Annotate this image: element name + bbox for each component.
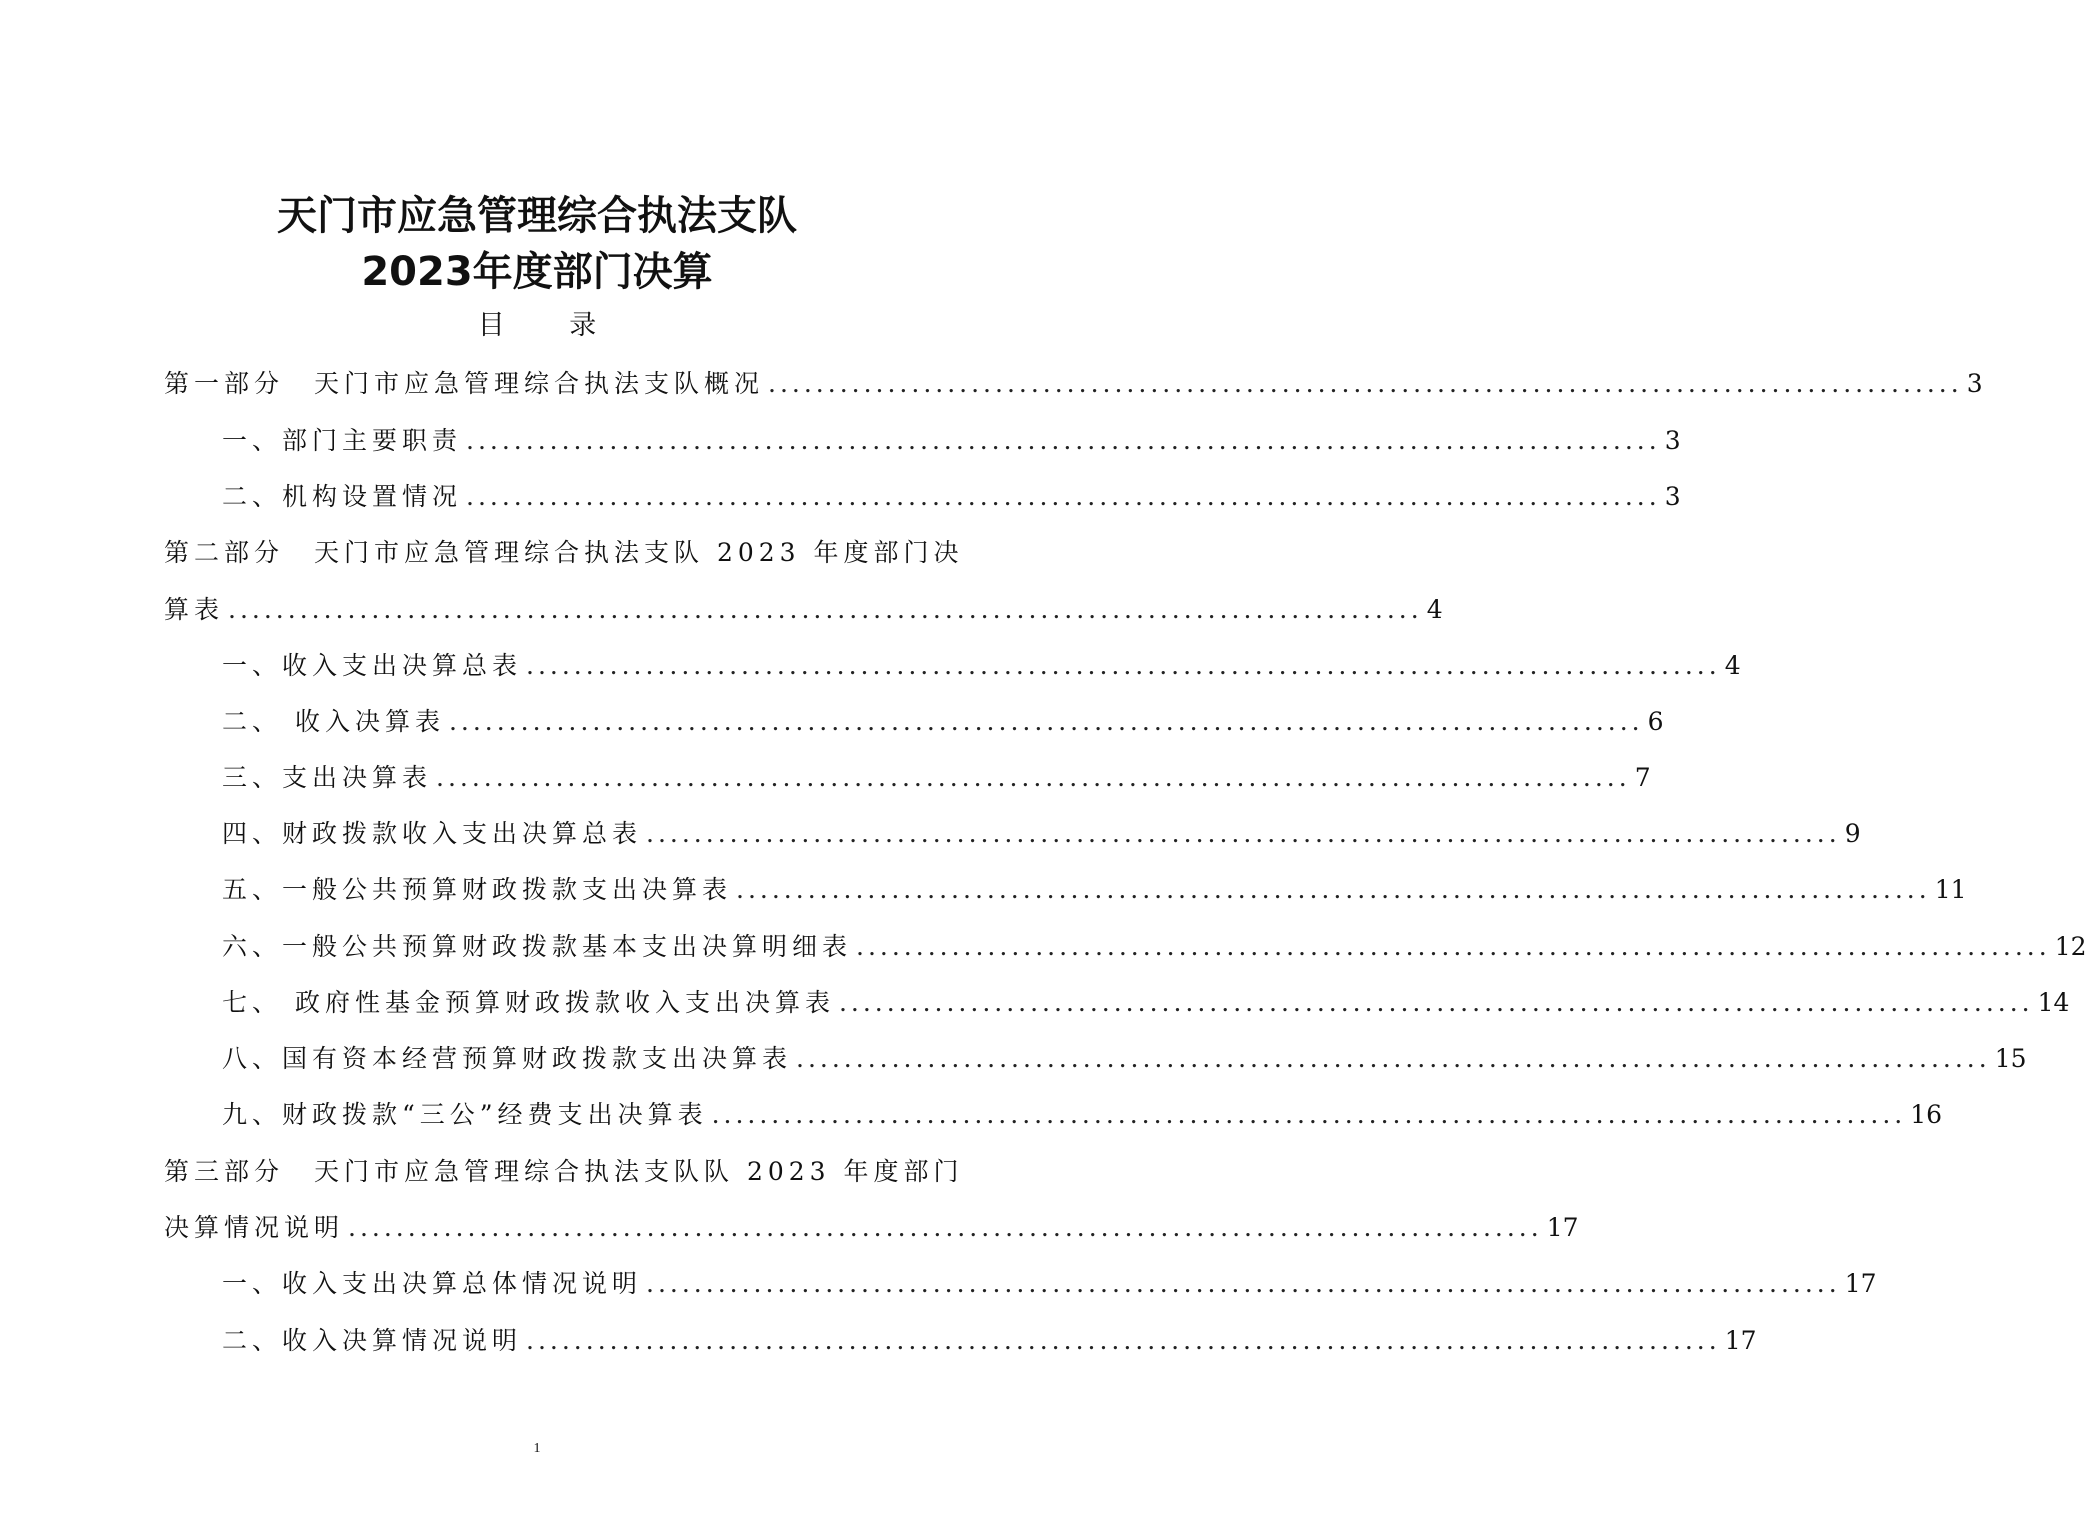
toc-entry-label: 第一部分 天门市应急管理综合执法支队概况 (164, 369, 765, 398)
document-subtitle: 2023年度部门决算 (361, 249, 713, 295)
toc-entry-label: 五、一般公共预算财政拨款支出决算表 (222, 875, 733, 904)
toc-entry[interactable] (222, 1039, 2027, 1079)
toc-entry-label: 一、部门主要职责 (222, 426, 463, 455)
dot-leader: .................................................................................................... (711, 1100, 1907, 1129)
dot-leader: .................................................................................................... (856, 932, 2051, 961)
dot-leader: .................................................................................................... (466, 426, 1661, 455)
toc-part-2-line1[interactable]: 第二部分 天门市应急管理综合执法支队 2023 年度部门决 (164, 538, 964, 567)
toc-page-number: 17 (1724, 1326, 1757, 1355)
dot-leader: .................................................................................................... (348, 1213, 1543, 1242)
toc-entry[interactable] (222, 927, 2087, 967)
toc-entry[interactable] (222, 758, 1651, 798)
toc-page-number: 14 (2037, 988, 2070, 1017)
page-footer-number: 1 (533, 1441, 541, 1456)
toc-entry-label: 二、 收入决算表 (222, 707, 445, 736)
dot-leader: .................................................................................................... (526, 651, 1721, 680)
dot-leader: .................................................................................................... (466, 482, 1661, 511)
toc-entry[interactable] (222, 870, 1967, 910)
toc-page-number: 12 (2054, 932, 2087, 961)
toc-part-3-line1[interactable]: 第三部分 天门市应急管理综合执法支队队 2023 年度部门 (164, 1157, 964, 1186)
toc-entry[interactable] (222, 477, 1681, 517)
toc-page-number: 16 (1910, 1100, 1943, 1129)
toc-part-2[interactable] (164, 590, 1443, 630)
toc-entry-label: 一、收入支出决算总表 (222, 651, 523, 680)
toc-page-number: 17 (1546, 1213, 1579, 1242)
toc-entry[interactable] (222, 1095, 1943, 1135)
toc-entry-label: 二、收入决算情况说明 (222, 1326, 523, 1355)
toc-entry[interactable] (222, 1321, 1757, 1361)
toc-entry-label: 算表 (164, 595, 225, 624)
toc-entry-label: 一、收入支出决算总体情况说明 (222, 1269, 643, 1298)
toc-page-number: 15 (1994, 1044, 2027, 1073)
toc-page-number: 11 (1934, 875, 1967, 904)
toc-entry-label: 六、一般公共预算财政拨款基本支出决算明细表 (222, 932, 853, 961)
dot-leader: .................................................................................................... (736, 875, 1931, 904)
toc-entry[interactable] (222, 421, 1681, 461)
toc-entry-label: 三、支出决算表 (222, 763, 433, 792)
toc-page-number: 4 (1724, 651, 1741, 680)
toc-page-number: 3 (1966, 369, 1983, 398)
toc-entry-label: 八、国有资本经营预算财政拨款支出决算表 (222, 1044, 793, 1073)
toc-entry[interactable] (222, 814, 1861, 854)
dot-leader: .................................................................................................... (436, 763, 1631, 792)
toc-page-number: 17 (1844, 1269, 1877, 1298)
toc-entry-label: 二、机构设置情况 (222, 482, 463, 511)
toc-page-number: 3 (1664, 426, 1681, 455)
toc-entry-label: 七、 政府性基金预算财政拨款收入支出决算表 (222, 988, 835, 1017)
dot-leader: .................................................................................................... (646, 819, 1841, 848)
toc-entry-label: 四、财政拨款收入支出决算总表 (222, 819, 643, 848)
dot-leader: .................................................................................................... (768, 369, 1963, 398)
toc-entry[interactable] (222, 646, 1741, 686)
dot-leader: .................................................................................................... (228, 595, 1423, 624)
toc-page-number: 3 (1664, 482, 1681, 511)
toc-entry[interactable] (222, 983, 2070, 1023)
dot-leader: .................................................................................................... (448, 707, 1644, 736)
toc-heading: 目 录 (477, 310, 625, 341)
toc-entry-label: 决算情况说明 (164, 1213, 345, 1242)
toc-entry[interactable] (222, 702, 1664, 742)
toc-entry-label: 九、财政拨款“三公”经费支出决算表 (222, 1100, 708, 1129)
toc-part-1[interactable] (164, 364, 1983, 404)
toc-entry[interactable] (222, 1264, 1877, 1304)
toc-part-3[interactable] (164, 1208, 1579, 1248)
toc-page-number: 7 (1634, 763, 1651, 792)
dot-leader: .................................................................................................... (646, 1269, 1841, 1298)
toc-page-number: 4 (1426, 595, 1443, 624)
dot-leader: .................................................................................................... (526, 1326, 1721, 1355)
dot-leader: .................................................................................................... (796, 1044, 1991, 1073)
toc-page-number: 9 (1844, 819, 1861, 848)
toc-page-number: 6 (1647, 707, 1664, 736)
dot-leader: .................................................................................................... (838, 988, 2034, 1017)
document-title: 天门市应急管理综合执法支队 (277, 193, 797, 239)
